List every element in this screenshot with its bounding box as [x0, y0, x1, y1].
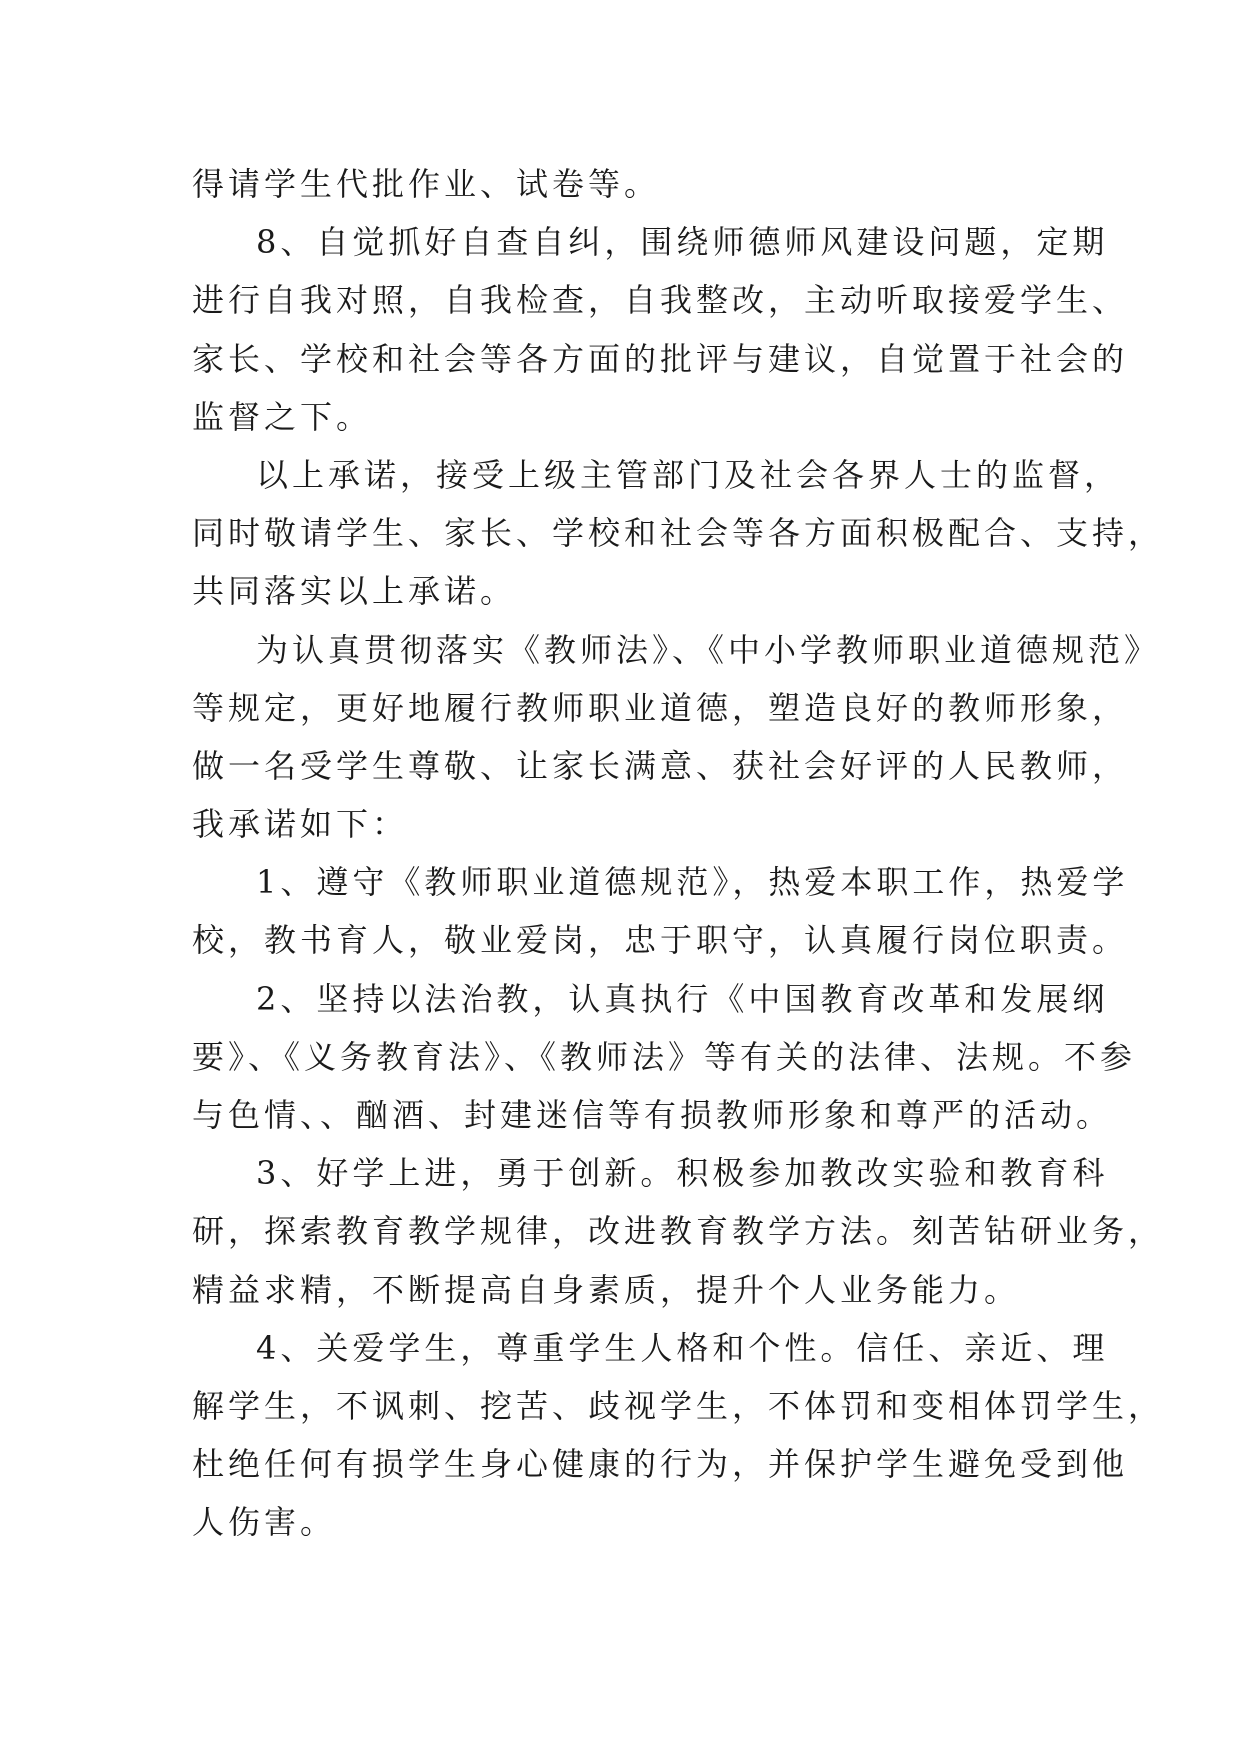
- text-line: 要》、《义务教育法》、《教师法》等有关的法律、法规。不参: [192, 1037, 1137, 1076]
- paragraph: [192, 621, 1161, 854]
- text-line: 人伤害。: [192, 1503, 337, 1542]
- text-line: 解学生，不讽刺、挖苦、歧视学生，不体罚和变相体罚学生，: [192, 1386, 1165, 1425]
- text-line: 3、好学上进，勇于创新。积极参加教改实验和教育科: [256, 1154, 1109, 1193]
- text-line: 家长、学校和社会等各方面的批评与建议，自觉置于社会的: [192, 339, 1129, 378]
- text-line: 8、自觉抓好自查自纠，围绕师德师风建设问题，定期: [256, 223, 1109, 262]
- text-line: 研，探索教育教学规律，改进教育教学方法。刻苦钻研业务，: [192, 1212, 1165, 1251]
- text-line: 同时敬请学生、家长、学校和社会等各方面积极配合、支持，: [192, 514, 1165, 553]
- text-line: 等规定，更好地履行教师职业道德，塑造良好的教师形象，: [192, 688, 1129, 727]
- text-line: 校，教书育人，敬业爱岗，忠于职守，认真履行岗位职责。: [192, 921, 1129, 960]
- paragraph: [192, 970, 1137, 1145]
- paragraph: [192, 1144, 1165, 1319]
- text-line: 与色情、、酗酒、封建迷信等有损教师形象和尊严的活动。: [192, 1096, 1113, 1134]
- text-line: 1、遵守《教师职业道德规范》，热爱本职工作，热爱学: [256, 863, 1129, 902]
- paragraph: [192, 155, 1082, 213]
- text-line: 我承诺如下：: [192, 805, 409, 844]
- paragraph: [192, 853, 1129, 969]
- text-line: 监督之下。: [192, 397, 373, 436]
- text-line: 进行自我对照，自我检查，自我整改，主动听取接爱学生、: [192, 281, 1129, 320]
- text-line: 做一名受学生尊敬、让家长满意、获社会好评的人民教师，: [192, 746, 1129, 785]
- text-line: 共同落实以上承诺。: [192, 572, 517, 611]
- paragraph: [192, 213, 1129, 446]
- paragraph: [192, 1319, 1165, 1552]
- text-line: 为认真贯彻落实《教师法》、《中小学教师职业道德规范》: [256, 630, 1161, 669]
- paragraph: [192, 446, 1165, 621]
- text-line: 杜绝任何有损学生身心健康的行为，并保护学生避免受到他: [192, 1445, 1129, 1484]
- text-line: 2、坚持以法治教，认真执行《中国教育改革和发展纲: [256, 979, 1109, 1018]
- document-body: [192, 155, 1165, 1552]
- text-line: 得请学生代批作业、试卷等。: [192, 165, 661, 203]
- text-line: 以上承诺，接受上级主管部门及社会各界人士的监督，: [256, 455, 1121, 494]
- text-line: 精益求精，不断提高自身素质，提升个人业务能力。: [192, 1270, 1021, 1309]
- text-line: 4、关爱学生，尊重学生人格和个性。信任、亲近、理: [256, 1328, 1109, 1367]
